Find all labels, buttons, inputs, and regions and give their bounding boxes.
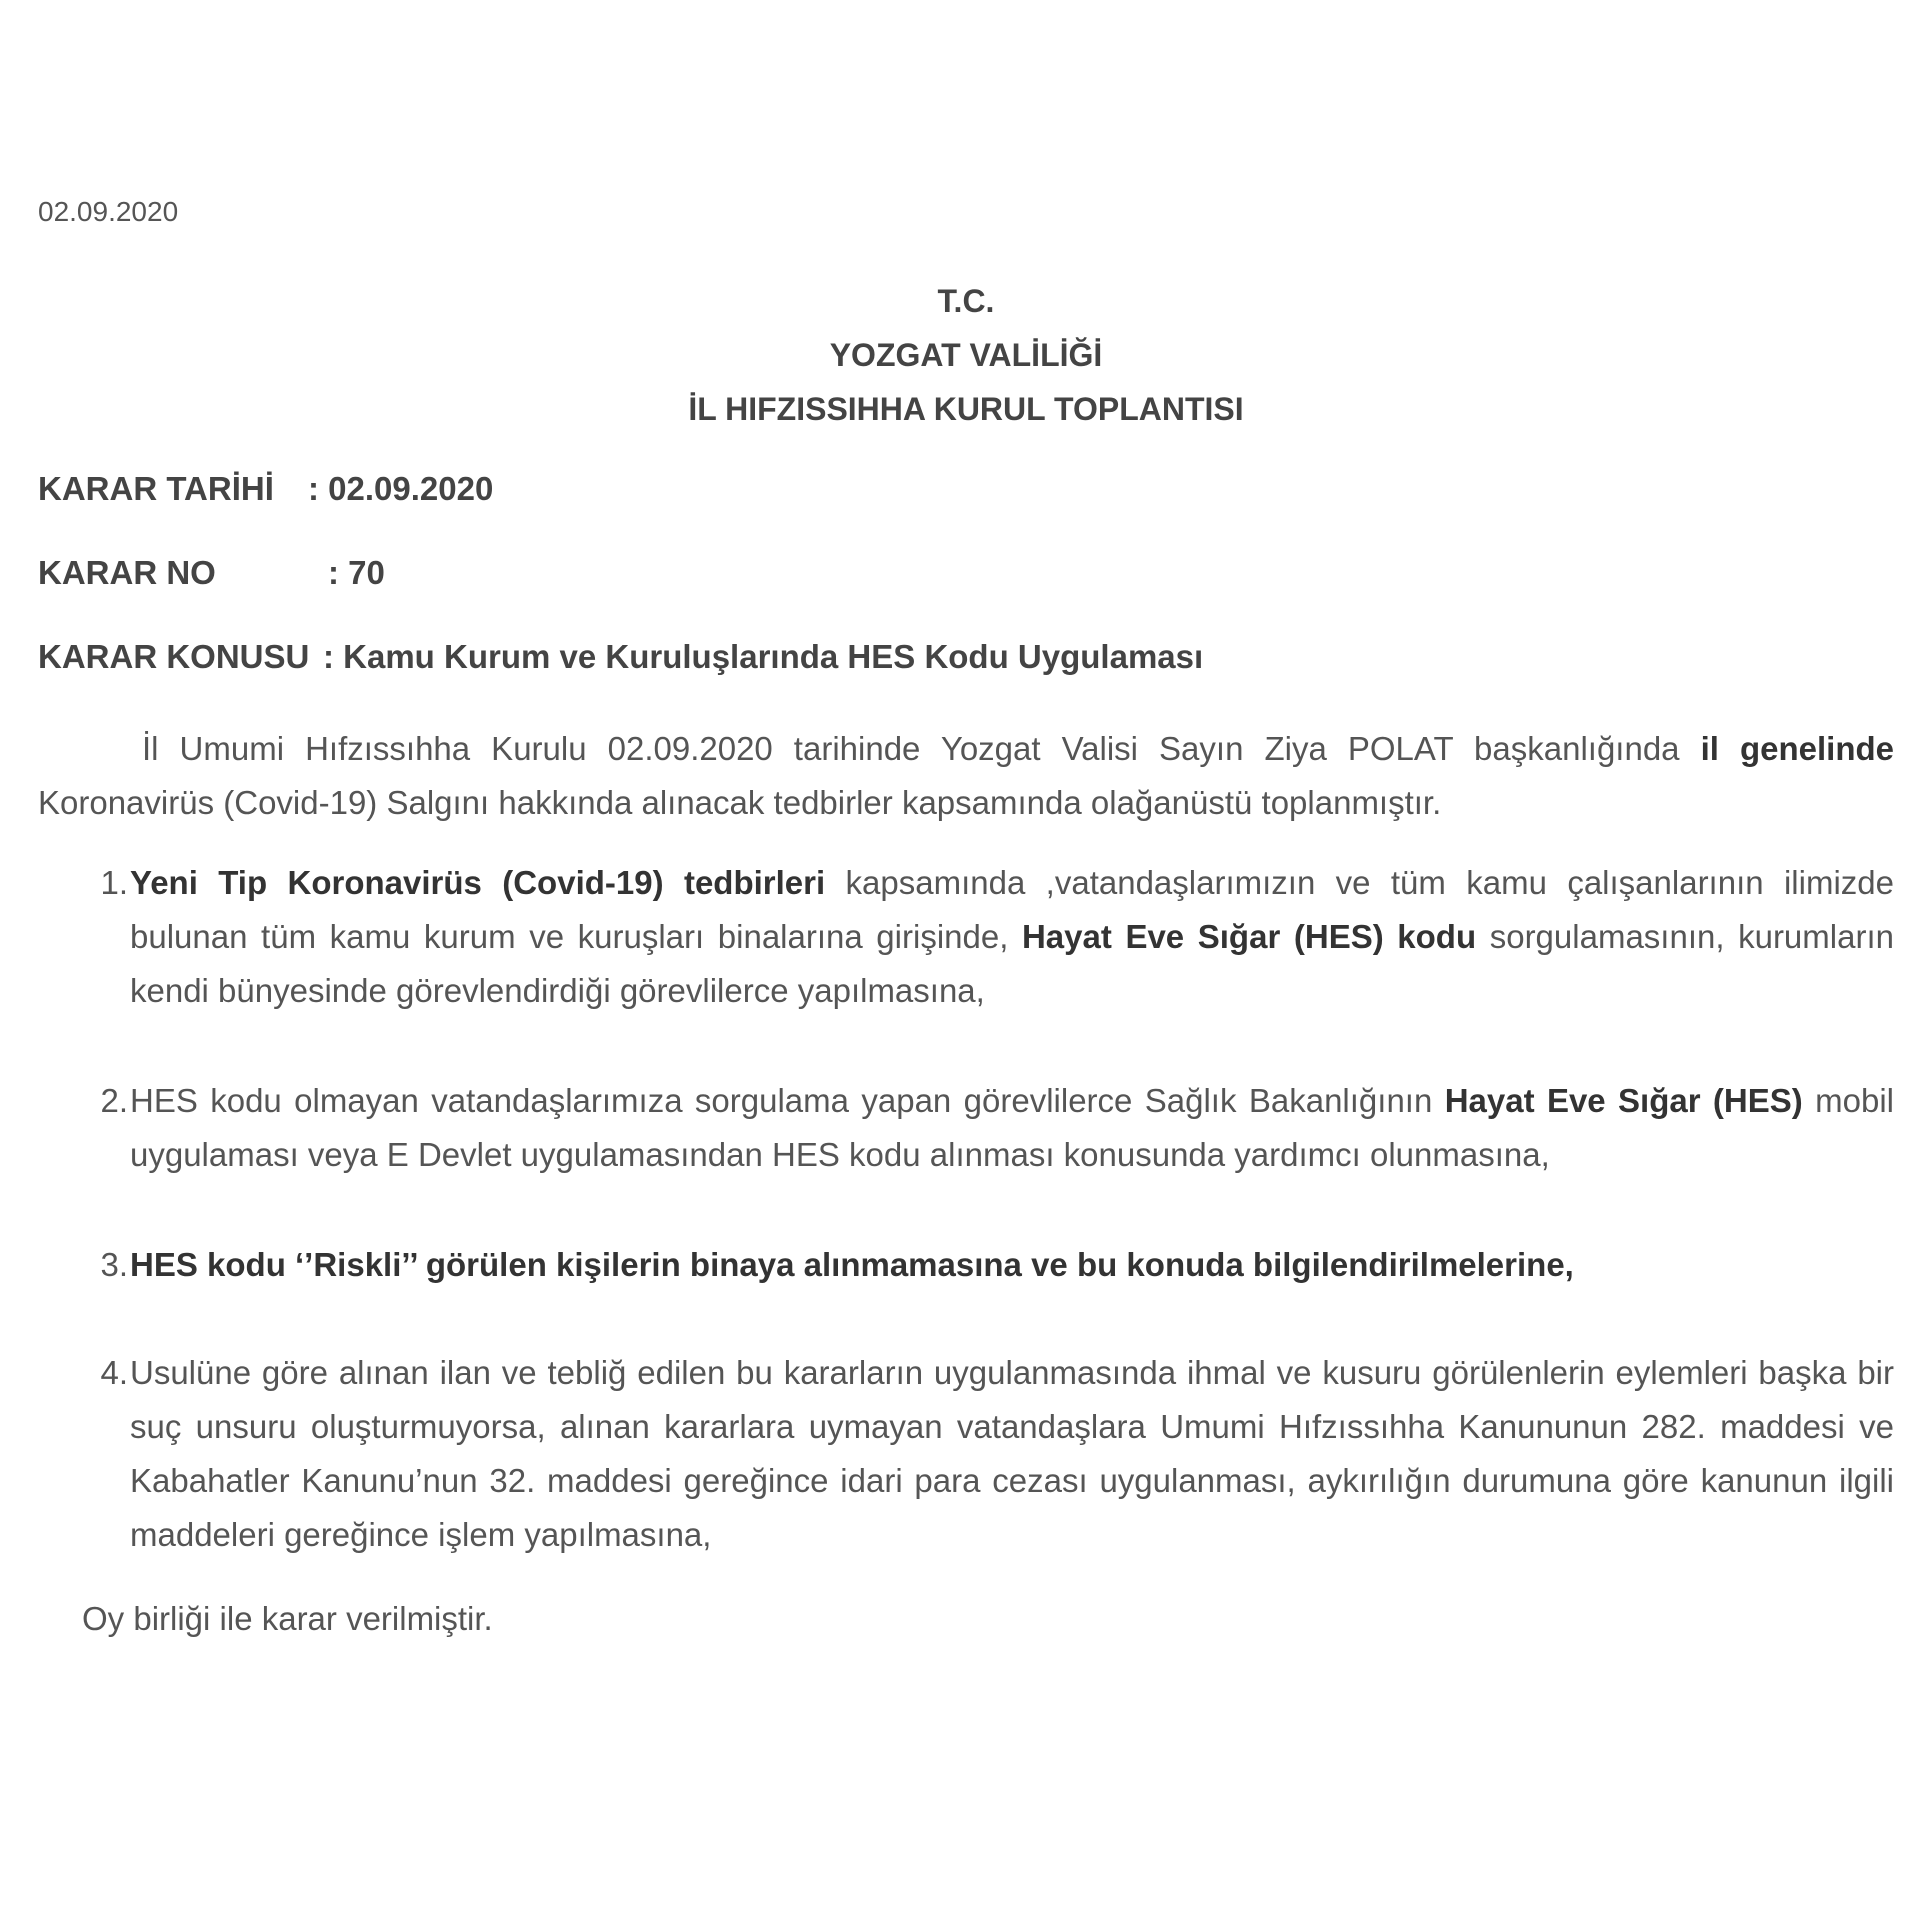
decision-item-2 — [90, 1074, 1894, 1182]
intro-bold: il genelinde — [1700, 730, 1894, 767]
decision-number-value: : 70 — [328, 554, 385, 591]
item-bold: Yeni Tip Koronavirüs (Covid-19) tedbirleri — [130, 864, 826, 901]
decision-subject-row — [38, 638, 1203, 676]
intro-text-1: İl Umumi Hıfzıssıhha Kurulu 02.09.2020 tarihinde Yozgat Valisi Sayın Ziya POLAT başkanlığında — [142, 730, 1701, 767]
document-date: 02.09.2020 — [38, 196, 179, 227]
decision-number-label: KARAR NO — [38, 554, 216, 591]
item-text — [130, 1346, 1894, 1562]
decision-item-4 — [90, 1346, 1894, 1562]
decision-date-value: : 02.09.2020 — [308, 470, 494, 507]
item-text — [130, 1074, 1894, 1182]
item-plain: Usulüne göre alınan ilan ve tebliğ edilen bu kararların uygulanmasında ihmal ve kusuru görülenlerin eylemleri başka bir suç unsuru oluşturmuyorsa, alınan kararlara uymayan vatandaşlara Umumi Hıfzıssıhha Kanununun 282. maddesi ve Kabahatler Kanunu’nun 32. maddesi gereğince idari para cezası uygulanması, aykırılığın durumuna göre kanunun ilgili maddeleri gereğince işlem yapılmasına, — [130, 1354, 1894, 1553]
document-heading — [38, 274, 1894, 436]
heading-line-meeting: İL HIFZISSIHHA KURUL TOPLANTISI — [688, 391, 1244, 427]
item-plain: sorgulamasının, kurumların kendi bünyesinde görevlendirdiği görevlilerce yapılmasına, — [130, 918, 1894, 1009]
decision-item-3 — [90, 1238, 1894, 1292]
item-number: 4. — [100, 1354, 128, 1391]
decision-subject-value: : Kamu Kurum ve Kuruluşlarında HES Kodu Uygulaması — [323, 638, 1204, 675]
item-number: 1. — [100, 864, 128, 901]
intro-paragraph — [38, 722, 1894, 830]
item-text — [130, 856, 1894, 1018]
decision-date-label: KARAR TARİHİ — [38, 470, 274, 507]
heading-line-tc: T.C. — [937, 283, 995, 319]
decision-subject-label: KARAR KONUSU — [38, 638, 310, 675]
item-bold: Hayat Eve Sığar (HES) — [1444, 1082, 1803, 1119]
item-bold: Hayat Eve Sığar (HES) kodu — [1021, 918, 1477, 955]
item-plain: HES kodu olmayan vatandaşlarımıza sorgulama yapan görevlilerce Sağlık Bakanlığının — [130, 1082, 1445, 1119]
decision-date-row — [38, 470, 493, 508]
item-number: 2. — [100, 1082, 128, 1119]
item-bold: HES kodu ‘’Riskli’’ görülen kişilerin binaya alınmamasına ve bu konuda bilgilendirilmelerine, — [130, 1246, 1574, 1283]
intro-text-2: Koronavirüs (Covid-19) Salgını hakkında alınacak tedbirler kapsamında olağanüstü toplanmıştır. — [38, 784, 1442, 821]
item-plain: kapsamında ,vatandaşlarımızın ve tüm kamu çalışanlarının ilimizde bulunan tüm kamu kurum ve kuruşları binalarına girişinde, — [130, 864, 1894, 955]
decision-item-1 — [90, 856, 1894, 1018]
item-plain: mobil uygulaması veya E Devlet uygulamasından HES kodu alınması konusunda yardımcı olunmasına, — [130, 1082, 1894, 1173]
item-number: 3. — [100, 1246, 128, 1283]
heading-line-governorship: YOZGAT VALİLİĞİ — [829, 337, 1103, 373]
item-text — [130, 1238, 1894, 1292]
decision-number-row — [38, 554, 385, 592]
closing-statement: Oy birliği ile karar verilmiştir. — [82, 1600, 493, 1637]
